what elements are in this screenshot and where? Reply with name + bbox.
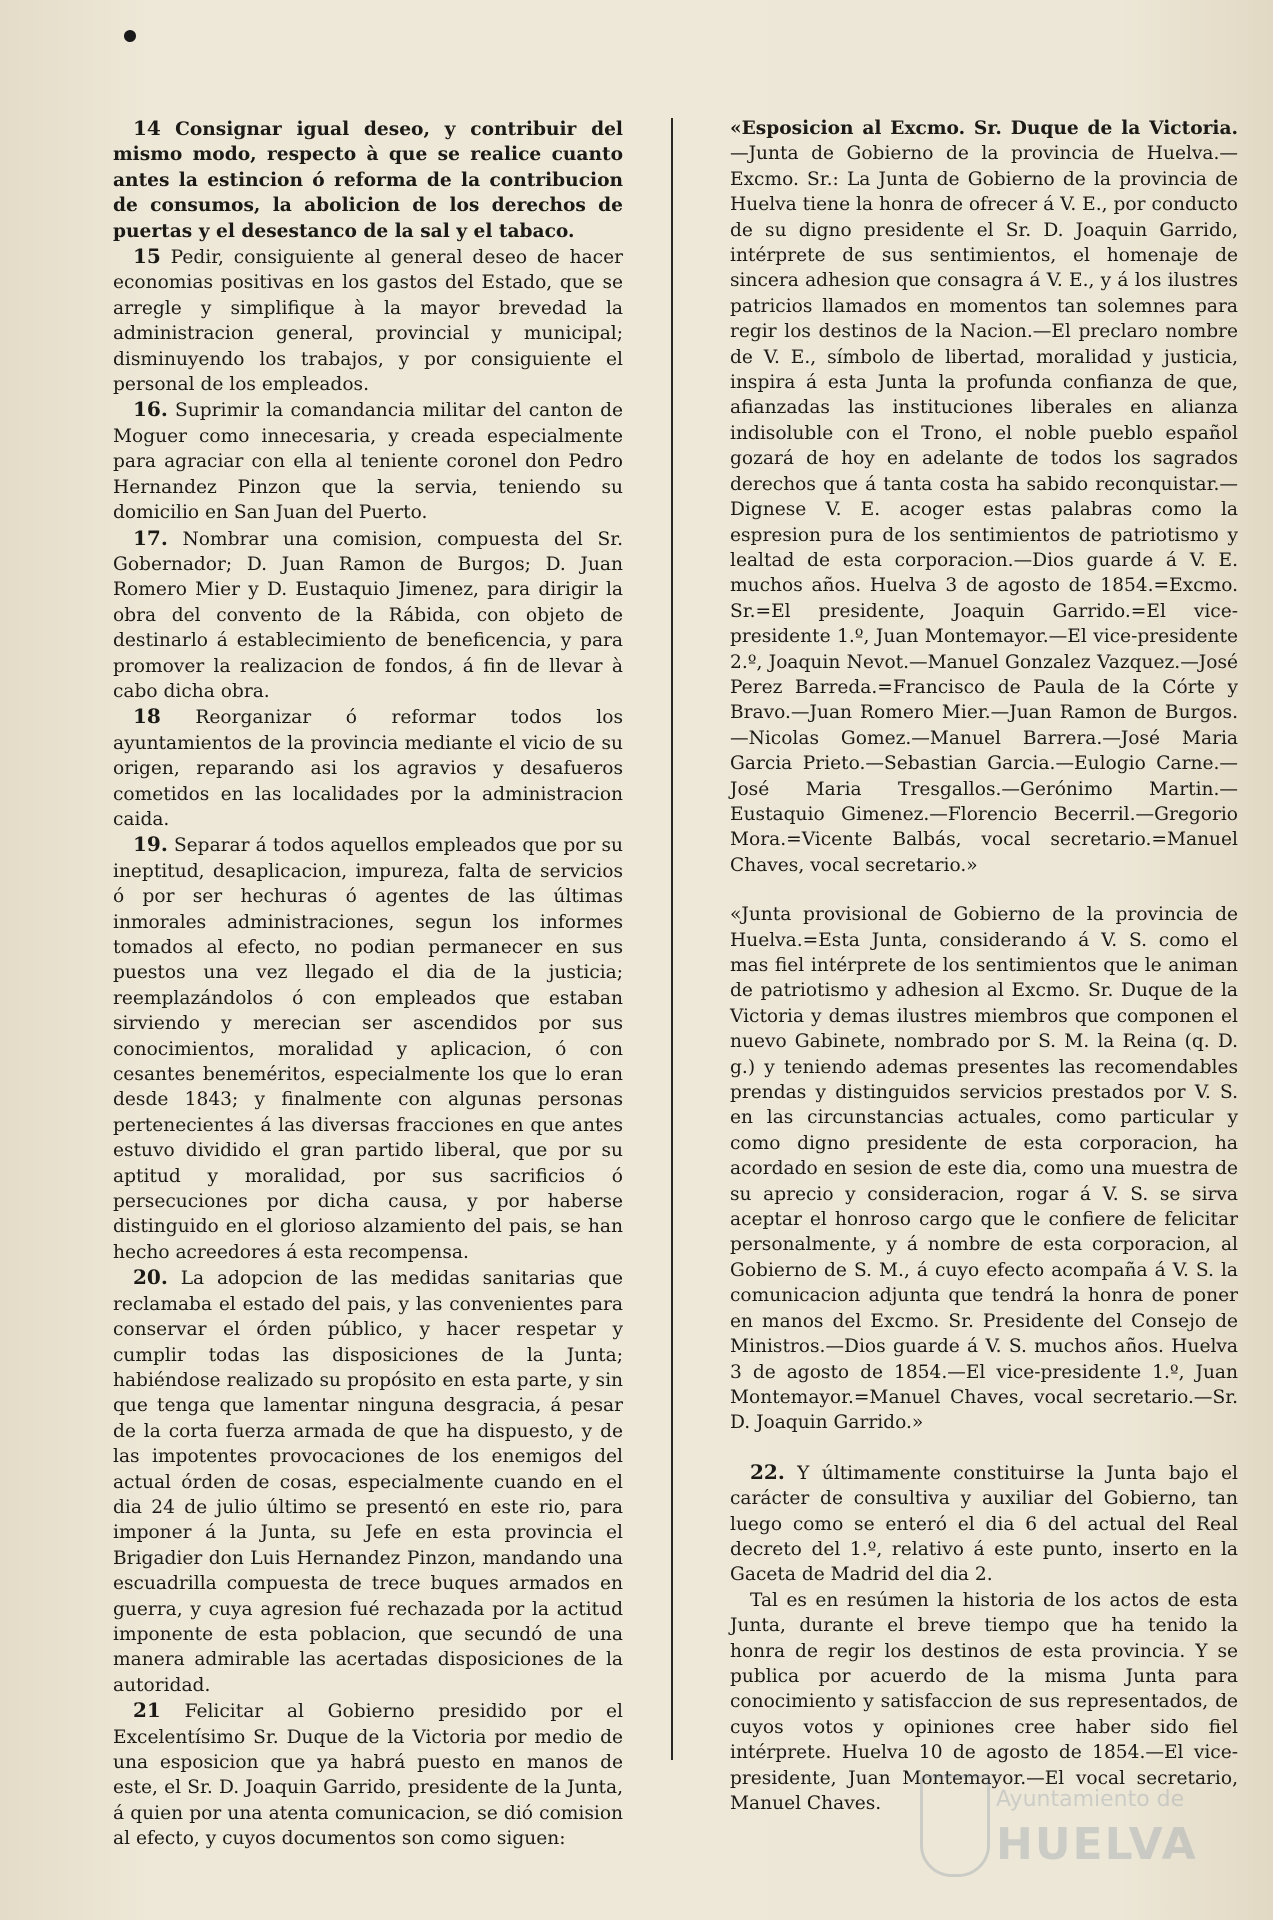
junta-text: «Junta provisional de Gobierno de la provincia de Huelva.=Esta Junta, considerando á V. S. como el mas fiel intérprete de los sentimientos que le animan de patriotismo y adhesion al Excmo. Sr. Duque de la Victoria y demas ilustres miembros que componen el nuevo Gabinete, nombrado por S. M. la Reina (q. D. g.) y teniendo ademas presentes las recomendables prendas y distinguidos servicios prestados por V. S. en las circunstancias actuales, como particular y como digno presidente de esta corporacion, ha acordado en sesion de este dia, como una muestra de su aprecio y consideracion, rogar á V. S. se sirva aceptar el honroso cargo que le confiere de felicitar personalmente, y á nombre de esta corporacion, al Gobierno de S. M., á cuyo efecto acompaña á V. S. la comunicacion adjunta que tendrá la honra de poner en manos del Excmo. Sr. Presidente del Consejo de Ministros.—Dios guarde á V. S. muchos años. Huelva 3 de agosto de 1854.—El vice-presidente 1.º, Juan Montemayor.=Manuel Chaves, vocal secretario.—Sr. D. Joaquin Garrido.» <box>730 904 1238 1434</box>
column-divider <box>671 118 673 1760</box>
item-text: Pedir, consiguiente al general deseo de hacer economias positivas en los gastos del Estado, que se arregle y simplifique à la mayor brevedad la administracion general, provincial y municipal; disminuyendo los trabajos, y por consiguiente el personal de los empleados. <box>113 247 623 396</box>
item-14 <box>113 116 623 244</box>
item-text: Nombrar una comision, compuesta del Sr. Gobernador; D. Juan Ramon de Burgos; D. Juan Romero Mier y D. Eustaquio Jimenez, para dirigir la obra del convento de la Rábida, con objeto de destinarlo á establecimiento de beneficencia, y para promover la realizacion de fondos, á fin de llevar à cabo dicha obra. <box>113 528 623 702</box>
item-number: 21 <box>133 1698 161 1723</box>
item-number: 22. <box>750 1459 785 1484</box>
exposition <box>730 116 1238 878</box>
item-number: 14 <box>133 116 161 140</box>
right-column <box>730 116 1238 1816</box>
closing-text: Tal es en resúmen la historia de los actos de esta Junta, durante el breve tiempo que ha tenido la honra de regir los destinos de esta provincia. Y se publica por acuerdo de la misma Junta para conocimiento y satisfaccion de sus representados, de cuyos votos y opiniones cree haber sido fiel intérprete. Huelva 10 de agosto de 1854.—El vice-presidente, Juan Montemayor.—El vocal secretario, Manuel Chaves. <box>730 1589 1238 1814</box>
item-number: 19. <box>133 832 168 857</box>
archive-watermark <box>920 1775 1220 1885</box>
exposition-text: —Junta de Gobierno de la provincia de Huelva.—Excmo. Sr.: La Junta de Gobierno de la provincia de Huelva tiene la honra de ofrecer á V. E., por conducto de su digno presidente el Sr. D. Joaquin Garrido, intérprete de sus sentimientos, el homenaje de sincera adhesion que consagra á V. E., y á los ilustres patricios llamados en momentos tan solemnes para regir los destinos de la Nacion.—El preclaro nombre de V. E., símbolo de libertad, moralidad y justicia, inspira á esta Junta la profunda confianza de que, afianzadas las instituciones liberales en alianza indisoluble con el Trono, el noble pueblo español gozará de hoy en adelante de todos los sagrados derechos que á tanta costa ha sabido reconquistar.—Dignese V. E. acoger estas palabras como la espresion pura de los sentimientos de patriotismo y lealtad de esta corporacion.—Dios guarde á V. E. muchos años. Huelva 3 de agosto de 1854.=Excmo. Sr.=El presidente, Joaquin Garrido.=El vice-presidente 1.º, Juan Montemayor.—El vice-presidente 2.º, Joaquin Nevot.—Manuel Gonzalez Vazquez.—José Perez Barreda.=Francisco de Paula de la Córte y Bravo.—Juan Romero Mier.—Juan Ramon de Burgos.—Nicolas Gomez.—Manuel Barrera.—José Maria Garcia Prieto.—Sebastian Garcia.—Eulogio Carne.—José Maria Tresgallos.—Gerónimo Martin.—Eustaquio Gimenez.—Florencio Becerril.—Gregorio Mora.=Vicente Balbás, vocal secretario.=Manuel Chaves, vocal secretario.» <box>730 143 1238 876</box>
item-number: 18 <box>133 704 161 729</box>
item-18 <box>113 704 623 832</box>
item-21 <box>113 1698 623 1851</box>
left-column <box>113 116 623 1852</box>
item-text: La adopcion de las medidas sanitarias que reclamaba el estado del pais, y las convenientes para conservar el órden público, y hacer respetar y cumplir todas las disposiciones de la Junta; habiéndose realizado su propósito en esta parte, y sin que tenga que lamentar ninguna desgracia, á pesar de la corta fuerza armada de que ha dispuesto, y de las impotentes provocaciones de los enemigos del actual órden de cosas, especialmente cuando en el dia 24 de julio último se presentó en este rio, para imponer á la Junta, su Jefe en esta provincia el Brigadier don Luis Hernandez Pinzon, mandando una escuadrilla compuesta de trece buques armados en guerra, y cuya agresion fué rechazada por la actitud imponente de esta poblacion, que secundó de una manera admirable las acertadas disposiciones de la autoridad. <box>113 1268 623 1696</box>
item-number: 15 <box>133 244 161 269</box>
item-text: Separar á todos aquellos empleados que por su ineptitud, desaplicacion, impureza, falta de servicios ó por ser hechuras ó agentes de las últimas inmorales administraciones, segun los informes tomados al efecto, no podian permanecer en sus puestos una vez llegado el dia de la justicia; reemplazándolos ó con empleados que estaban sirviendo y merecian ser ascendidos por sus conocimientos, moralidad y aplicacion, ó con cesantes beneméritos, especialmente los que lo eran desde 1843; y finalmente con algunas personas pertenecientes á las diversas fracciones en que antes estuvo dividido el gran partido liberal, que por su aptitud y moralidad, por sus sacrificios ó persecuciones por dicha causa, y por haberse distinguido en el glorioso alzamiento del pais, se han hecho acreedores á esta recompensa. <box>113 835 623 1263</box>
item-text: Y últimamente constituirse la Junta bajo el carácter de consultiva y auxiliar del Gobierno, tan luego como se enteró el dia 6 del actual del Real decreto del 1.º, relativo á este punto, inserto en la Gaceta de Madrid del dia 2. <box>730 1462 1238 1586</box>
item-16 <box>113 397 623 525</box>
watermark-line2: HUELVA <box>996 1819 1198 1870</box>
item-text: Felicitar al Gobierno presidido por el Excelentísimo Sr. Duque de la Victoria por medio de una esposicion que ya habrá puesto en manos de este, el Sr. D. Joaquin Garrido, presidente de la Junta, á quien por una atenta comunicacion, se dió comision al efecto, y cuyos documentos son como siguen: <box>113 1701 623 1850</box>
item-22 <box>730 1460 1238 1588</box>
item-text: Suprimir la comandancia militar del canton de Moguer como innecesaria, y creada especialmente para agraciar con ella al teniente coronel don Pedro Hernandez Pinzon que la servia, teniendo su domicilio en San Juan del Puerto. <box>113 400 623 524</box>
item-17 <box>113 526 623 705</box>
watermark-line1: Ayuntamiento de <box>996 1787 1185 1812</box>
item-text: Consignar igual deseo, y contribuir del mismo modo, respecto à que se realice cuanto antes la estincion ó reforma de la contribucion de consumos, la abolicion de los derechos de puertas y el desestanco de la sal y el tabaco. <box>113 119 623 242</box>
shield-icon <box>920 1775 990 1877</box>
item-number: 20. <box>133 1265 168 1290</box>
item-20 <box>113 1265 623 1698</box>
ink-dot <box>124 30 136 42</box>
item-number: 17. <box>133 525 168 550</box>
item-text: Reorganizar ó reformar todos los ayuntamientos de la provincia mediante el vicio de su origen, reparando asi los agravios y desafueros cometidos en las localidades por la administracion caida. <box>113 707 623 830</box>
exposition-title: «Esposicion al Excmo. Sr. Duque de la Victoria. <box>730 118 1238 139</box>
item-15 <box>113 244 623 397</box>
junta-communication <box>730 902 1238 1436</box>
item-19 <box>113 832 623 1265</box>
item-number: 16. <box>133 397 168 422</box>
